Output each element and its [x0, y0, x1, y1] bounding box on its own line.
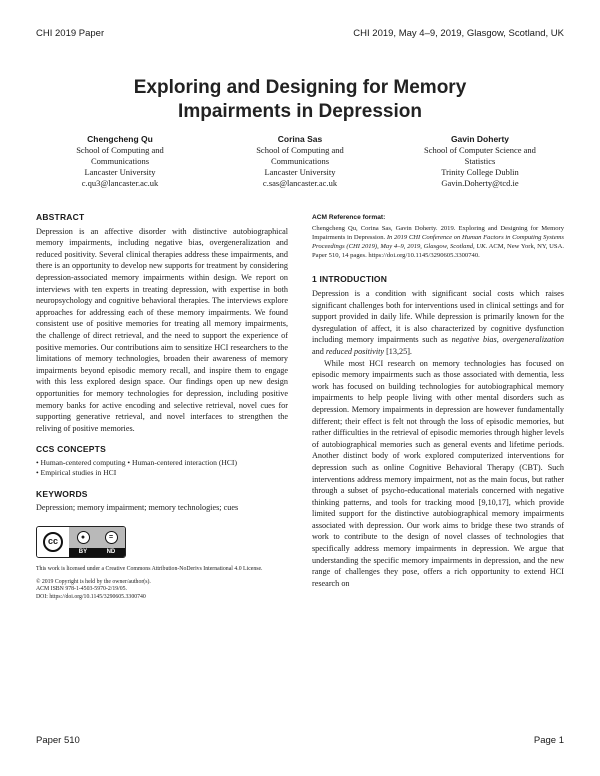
- author-affiliation: School of Computer Science and: [424, 145, 536, 155]
- author-email: Gavin.Doherty@tcd.ie: [441, 178, 519, 188]
- author-email: c.sas@lancaster.ac.uk: [262, 178, 338, 188]
- author-affiliation: Communications: [90, 156, 150, 166]
- by-label: BY: [78, 548, 88, 555]
- doi-text: DOI: https://doi.org/10.1145/3290605.3300740: [36, 593, 146, 600]
- abstract-text: Depression is an affective disorder with distinctive autobiographical memory impairments, including negative bias, overgeneralization and reduced positivity. Several clinical therapies address these impairments, and there is an opportunity to develop new supports for treatment by considering depression-associated memory impairments within design. We report on interviews with ten experts in treating depression, with expertise in both neuropsychology and cognitive behavioral therapies. The interviews explore approaches for addressing each of these memory impairments. We found consistent use of positive memories for treating all memory impairments, the challenge of direct retrieval, and the need to support the experience of positive memories. Our contributions aim to sensitize HCI researchers to the limitations of memory technologies, broaden their awareness of memory impairments beyond episodic memory recall, and inspire them to engage with this less explored design space. Our findings open up new design opportunities for memory technologies for depression, including positive memory banks for active encoding and selective retrieval, novel cues for supporting generative retrieval, and novel interfaces to strengthen the reliving of positive memories.: [36, 226, 288, 433]
- attribution-icon: ●: [77, 531, 90, 544]
- intro-paragraph-2: While most HCI research on memory technologies has focused on episodic memory impairments such as those associated with dementia, less work has focused on building technologies for autobiographical memory impairments to help people living with other mental disorders such as depression. Memory impairments in depression are however fundamentally different; their effect is felt not through the loss of episodic memories, but rather difficulties in the retrieval of episodic memories through higher levels of autobiographical memories such as general events and lifetime periods. Another distinct body of work explored computerized interventions for depression such as online Cognitive Behavioral Therapy (CBT). Such interventions address memory impairment, not as the main focus, but rather through a subset of psycho-educational materials concerned with negative thinking patterns, and tools for tracking mood [9,10,17], which provide limited support for the distinctive autobiographical memory impairments associated with depression. Our work aims to bridge these two strands of work to contribute to the design of novel classes of technologies that specifically address memory impairments in depression. We argue that understanding the specific memory impairments in depression, and the new range of challenges they pose, offers a rich opportunity to extend HCI research on: [312, 358, 564, 588]
- footer-page-number: Page 1: [533, 735, 564, 746]
- author-name: Gavin Doherty: [450, 134, 510, 144]
- author-block: [40, 134, 560, 189]
- right-column: [312, 212, 564, 589]
- acm-reference-text: Chengcheng Qu, Corina Sas, Gavin Doherty. 2019. Exploring and Designing for Memory Impairments in Depression. In 2019 CHI Conference on Human Factors in Computing Systems Proceedings (CHI 2019), May 4–9, 2019, Glasgow, Scotland, UK. ACM, New York, NY, USA. Paper 510, 14 pages. https://doi.org/10.1145/3290605.3300740.: [312, 224, 564, 260]
- footer-paper-number: Paper 510: [36, 735, 80, 746]
- copyright-text: © 2019 Copyright is held by the owner/author(s).: [36, 578, 151, 585]
- author-affiliation: Lancaster University: [84, 167, 156, 177]
- author-affiliation: Communications: [270, 156, 330, 166]
- ccs-line-2: • Empirical studies in HCI: [36, 468, 117, 478]
- author-name: Corina Sas: [277, 134, 323, 144]
- isbn-text: ACM ISBN 978-1-4503-5970-2/19/05.: [36, 586, 127, 593]
- license-text: This work is licensed under a Creative Commons Attribution-NoDerivs International 4.0 License.: [36, 566, 263, 573]
- author-name: Chengcheng Qu: [87, 134, 153, 144]
- introduction-heading: 1 INTRODUCTION: [312, 274, 388, 285]
- paper-title-line1: Exploring and Designing for Memory: [133, 77, 467, 98]
- abstract-heading: ABSTRACT: [36, 212, 85, 222]
- paper-title-line2: Impairments in Depression: [178, 101, 422, 122]
- intro-paragraph-1: Depression is a condition with significant social costs which raises significant challenges both for interventions used in clinical settings and for support provided in daily life. While depression is primarily known for the dysregulation of affect, it is also characterized by cognitive dysfunction including memory impairments such as negative bias, overgeneralization and reduced positivity [13,25].: [312, 289, 564, 356]
- cc-logo-icon: cc: [43, 532, 63, 552]
- author-1: [40, 134, 200, 189]
- ccs-heading: CCS CONCEPTS: [36, 444, 106, 455]
- paper-title: [0, 76, 600, 124]
- author-affiliation: School of Computing and: [256, 145, 344, 155]
- running-header-right: CHI 2019, May 4–9, 2019, Glasgow, Scotland, UK: [353, 28, 564, 39]
- cc-license-badge: [36, 526, 126, 558]
- author-affiliation: Lancaster University: [264, 167, 336, 177]
- acm-reference-label: ACM Reference format:: [312, 214, 386, 221]
- author-affiliation: Statistics: [464, 156, 496, 166]
- author-3: [400, 134, 560, 189]
- author-affiliation: School of Computing and: [76, 145, 164, 155]
- nd-label: ND: [106, 548, 116, 555]
- running-header-left: CHI 2019 Paper: [36, 28, 105, 39]
- no-derivatives-icon: =: [105, 531, 118, 544]
- author-email: c.qu3@lancaster.ac.uk: [81, 178, 159, 188]
- ccs-line-1: • Human-centered computing • Human-centered interaction (HCI): [36, 457, 237, 467]
- left-column: [36, 212, 288, 601]
- author-affiliation: Trinity College Dublin: [441, 167, 519, 177]
- keywords-heading: KEYWORDS: [36, 488, 88, 499]
- keywords-text: Depression; memory impairment; memory technologies; cues: [36, 503, 239, 513]
- author-2: [220, 134, 380, 189]
